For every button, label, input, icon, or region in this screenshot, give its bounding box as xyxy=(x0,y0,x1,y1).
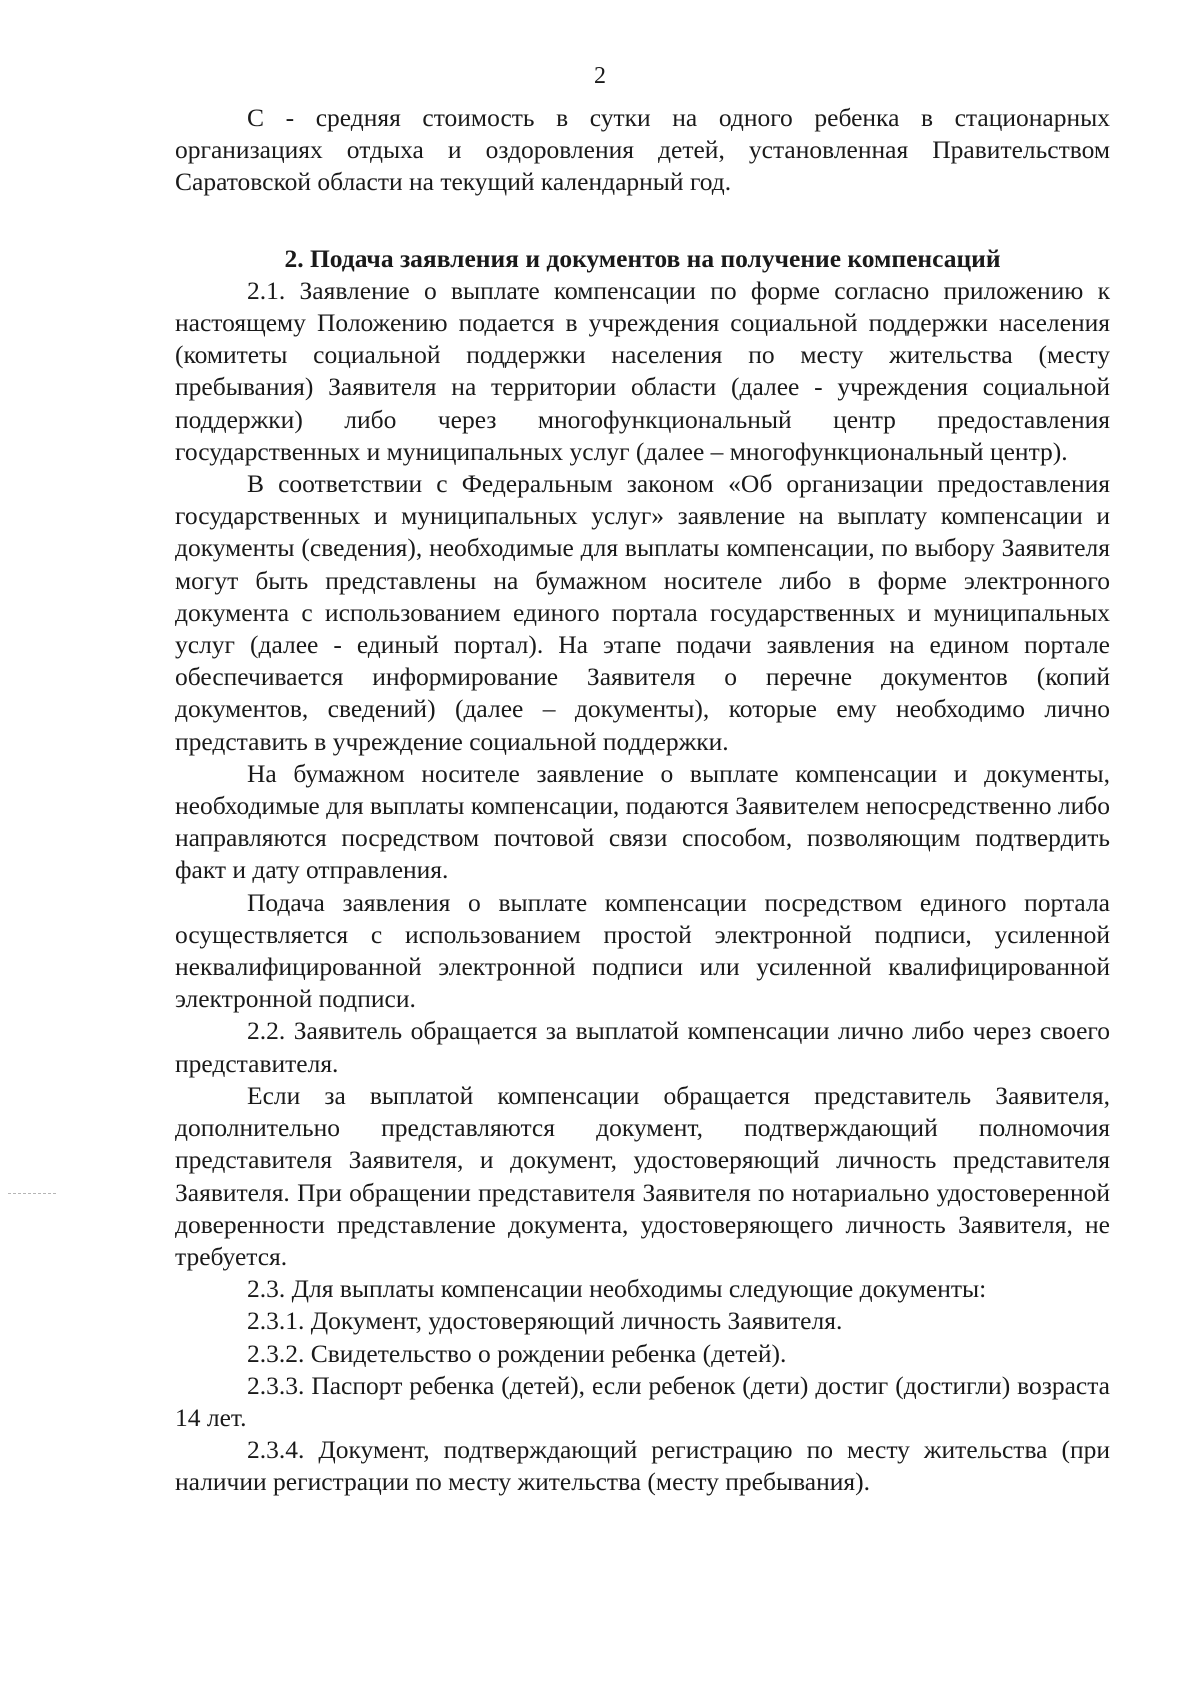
paragraph-2-3: 2.3. Для выплаты компенсации необходимы следующие документы: xyxy=(247,1274,987,1304)
paragraph-portal-signature: Подача заявления о выплате компенсации посредством единого портала осуществляется с использованием простой электронной подписи, усиленной неквалифицированной электронной подписи или усиленной квалифицированной электронной подписи. xyxy=(175,887,1110,1014)
margin-mark xyxy=(8,1193,56,1194)
intro-paragraph: С - средняя стоимость в сутки на одного ребенка в стационарных организациях отдыха и оздоровления детей, установленная Правительством Саратовской области на текущий календарный год. xyxy=(175,103,1110,197)
paragraph-representative: Если за выплатой компенсации обращается представитель Заявителя, дополнительно представляются документ, подтверждающий полномочия представителя Заявителя, и документ, удостоверяющий личность представителя Заявителя. При обращении представителя Заявителя по нотариально удостоверенной доверенности представление документа, удостоверяющего личность Заявителя, не требуется. xyxy=(175,1080,1110,1271)
paragraph-2-1: 2.1. Заявление о выплате компенсации по форме согласно приложению к настоящему Положению подается в учреждения социальной поддержки населения (комитеты социальной поддержки населения по месту жительства (месту пребывания) Заявителя на территории области (далее - учреждения социальной поддержки) либо через многофункциональный центр предоставления государственных и муниципальных услуг (далее – многофункциональный центр). xyxy=(175,275,1110,466)
section-title: 2. Подача заявления и документов на получение компенсаций xyxy=(284,243,1001,273)
paragraph-2-3-2: 2.3.2. Свидетельство о рождении ребенка (детей). xyxy=(247,1338,787,1368)
document-body xyxy=(175,102,1110,1499)
paragraph-2-2: 2.2. Заявитель обращается за выплатой компенсации лично либо через своего представителя. xyxy=(175,1016,1110,1078)
paragraph-2-3-1: 2.3.1. Документ, удостоверяющий личность Заявителя. xyxy=(247,1306,843,1336)
page-number: 2 xyxy=(594,63,606,89)
paragraph-2-3-4: 2.3.4. Документ, подтверждающий регистрацию по месту жительства (при наличии регистрации по месту жительства (месту пребывания). xyxy=(175,1435,1110,1497)
paragraph-paper-submission: На бумажном носителе заявление о выплате компенсации и документы, необходимые для выплаты компенсации, подаются Заявителем непосредственно либо направляются посредством почтовой связи способом, позволяющим подтвердить факт и дату отправления. xyxy=(175,758,1110,885)
paragraph-2-3-3: 2.3.3. Паспорт ребенка (детей), если ребенок (дети) достиг (достигли) возраста 14 лет. xyxy=(175,1370,1110,1432)
paragraph-federal-law: В соответствии с Федеральным законом «Об организации предоставления государственных и муниципальных услуг» заявление на выплату компенсации и документы (сведения), необходимые для выплаты компенсации, по выбору Заявителя могут быть представлены на бумажном носителе либо в форме электронного документа с использованием единого портала государственных и муниципальных услуг (далее - единый портал). На этапе подачи заявления на едином портале обеспечивается информирование Заявителя о перечне документов (копий документов, сведений) (далее – документы), которые ему необходимо лично представить в учреждение социальной поддержки. xyxy=(175,469,1110,756)
